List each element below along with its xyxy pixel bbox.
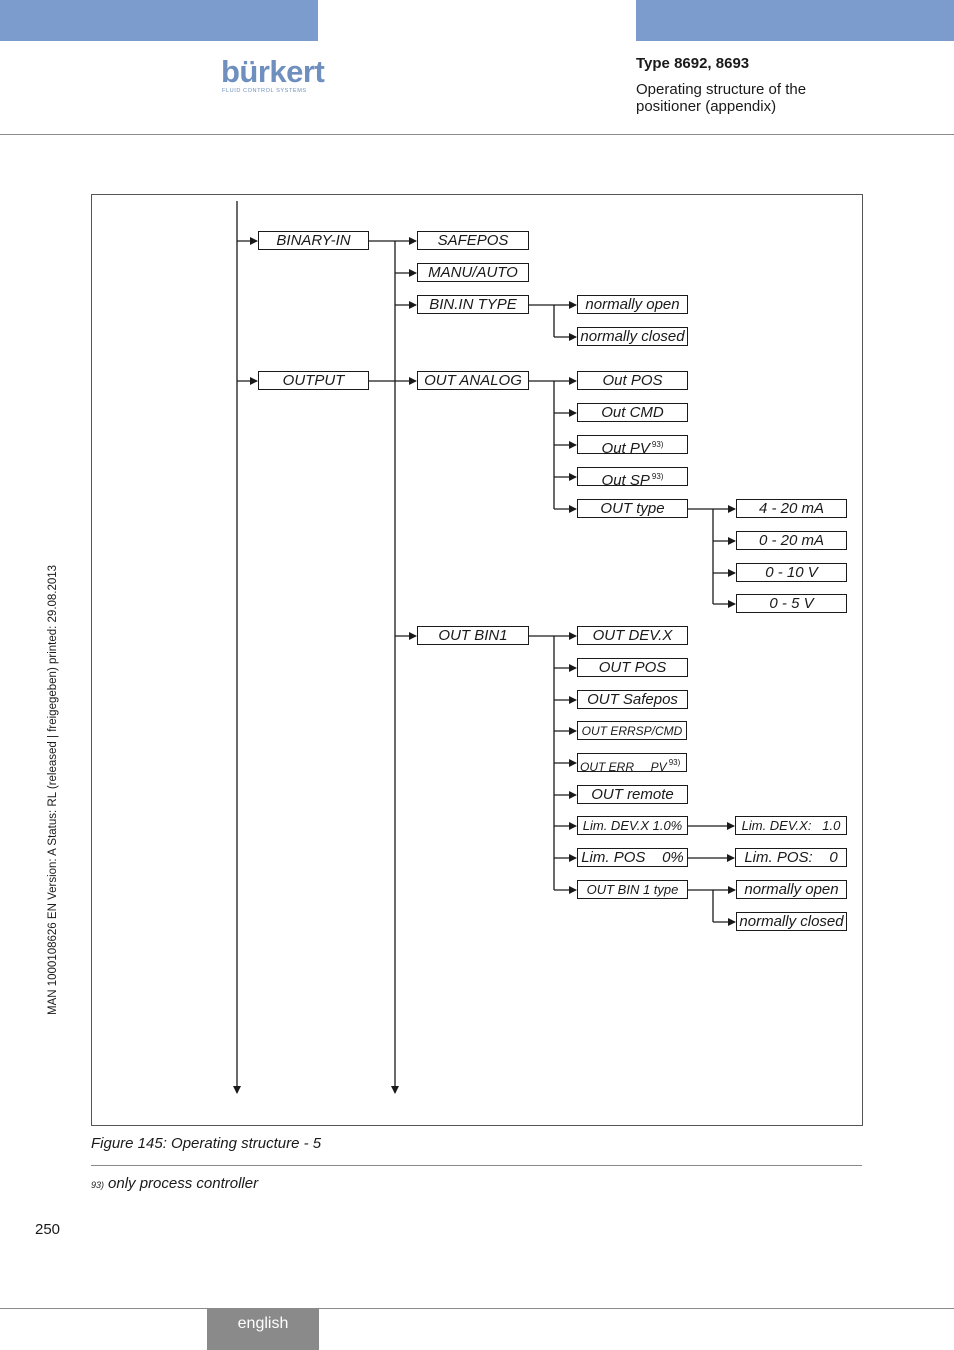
option-out-errsp-cmd: OUT ERRSP/CMD (577, 721, 687, 740)
value-lim-pos: Lim. POS: 0 (735, 848, 847, 867)
option-range-0-5v: 0 - 5 V (736, 594, 847, 613)
menu-out-analog: OUT ANALOG (417, 371, 529, 390)
brand-logo: bürkert (221, 54, 325, 89)
document-type: Type 8692, 8693 (636, 55, 750, 72)
brand-tagline: FLUID CONTROL SYSTEMS (222, 88, 307, 94)
menu-binary-in: BINARY-IN (258, 231, 369, 250)
footnote-ref: 93) (668, 758, 681, 767)
value-lim-dev-x: Lim. DEV.X: 1.0 (735, 816, 847, 835)
menu-manu-auto: MANU/AUTO (417, 263, 529, 282)
option-out-safepos: OUT Safepos (577, 690, 688, 709)
document-meta-vertical: MAN 1000108626 EN Version: A Status: RL (released | freigegeben) printed: 29.08.2013 (47, 564, 59, 1015)
footnote (91, 1175, 258, 1192)
option-lim-pos: Lim. POS 0% (577, 848, 688, 867)
menu-bin-in-type: BIN.IN TYPE (417, 295, 529, 314)
menu-output: OUTPUT (258, 371, 369, 390)
option-out-pv: Out PV $^{93)}$ (577, 435, 688, 454)
option-out-dev-x: OUT DEV.X (577, 626, 688, 645)
footnote-text: only process controller (108, 1175, 259, 1192)
footnote-divider (91, 1165, 862, 1166)
option-out-pos: Out POS (577, 371, 688, 390)
option-bin1-normally-closed: normally closed (736, 912, 847, 931)
footnote-ref: 93) (651, 472, 664, 481)
figure-caption: Figure 145: Operating structure - 5 (91, 1135, 322, 1152)
option-bin-normally-open: normally open (577, 295, 688, 314)
menu-out-bin1: OUT BIN1 (417, 626, 529, 645)
option-range-0-10v: 0 - 10 V (736, 563, 847, 582)
option-out-err-pv: OUT ERR PV $^{93)}$ (577, 753, 687, 772)
menu-out-bin1-type: OUT BIN 1 type (577, 880, 688, 899)
menu-out-type: OUT type (577, 499, 688, 518)
footer-divider (0, 1308, 954, 1309)
menu-safepos: SAFEPOS (417, 231, 529, 250)
option-bin-normally-closed: normally closed (577, 327, 688, 346)
footnote-marker: 93) (91, 1180, 105, 1190)
option-out-sp: Out SP $^{93)}$ (577, 467, 688, 486)
option-out-pos-bin: OUT POS (577, 658, 688, 677)
option-range-4-20ma: 4 - 20 mA (736, 499, 847, 518)
language-tab: english (207, 1308, 319, 1350)
option-range-0-20ma: 0 - 20 mA (736, 531, 847, 550)
option-bin1-normally-open: normally open (736, 880, 847, 899)
document-subtitle: Operating structure of the positioner (appendix) (636, 81, 807, 115)
option-out-cmd: Out CMD (577, 403, 688, 422)
footnote-ref: 93) (651, 440, 664, 449)
option-out-remote: OUT remote (577, 785, 688, 804)
page-number: 250 (35, 1221, 61, 1238)
option-lim-dev-x: Lim. DEV.X 1.0% (577, 816, 688, 835)
